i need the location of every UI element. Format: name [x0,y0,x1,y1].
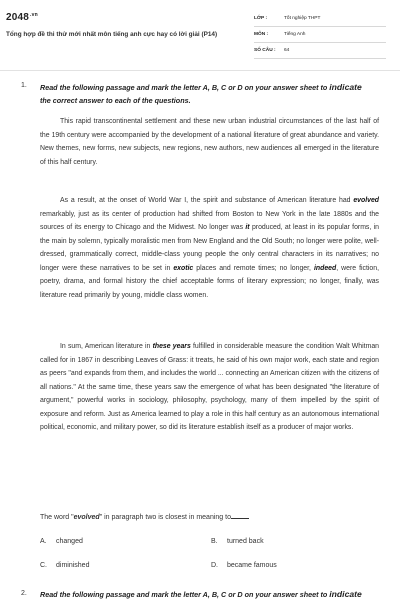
meta-subject-row [254,30,386,43]
question-2-instruction-text: Read the following passage and mark the letter A, B, C or D on your answer sheet to [40,590,330,599]
option-c[interactable] [40,562,89,569]
passage-paragraph-1 [40,115,379,169]
instruction-text: Read the following passage and mark the letter A, B, C or D on your answer sheet to [40,83,330,92]
meta-count-value: 64 [284,48,290,53]
keyword-these-years: these years [152,343,191,350]
paragraph-2-text-e: , were fiction, poetry, drama, and formal history the chief acceptable forms of literary expression; no longer, finally, was literature read primarily by young, middle class women. [40,264,380,299]
question-number: 1. [21,82,27,89]
logo-suffix: .vn [30,12,38,18]
stem-keyword: evolved [73,514,100,521]
question-2-instruction-emphasis: indicate [329,589,362,599]
option-a[interactable] [40,538,83,545]
keyword-it: it [245,224,250,231]
option-d-letter: D. [211,562,218,569]
paragraph-2-text-d: places and remote times; no longer, [193,264,314,272]
option-b[interactable] [211,538,264,545]
option-a-text: changed [56,538,83,545]
meta-class-key: LỚP : [254,16,268,21]
meta-subject-value: Tiếng Anh [284,32,306,37]
paragraph-2-text-c: produced, at least in its popular forms, in the main by solemn, typically moralistic men from New England and the Old South; no longer were polite, well-dressed, grammatically correct, middle-class young people the only central characters in its narratives; no longer were these narratives to be set in [40,224,379,272]
site-logo[interactable] [6,12,38,23]
option-c-text: diminished [56,562,90,569]
question-2-instruction [40,588,370,602]
paragraph-3-text-b: fulfilled in considerable measure the condition Walt Whitman called for in 1867 in describing Leaves of Grass: it treats, he said of his own major work, each state and region as peers "and expands from them, and includes the world ... connecting an American citizen with the citizens of all nations." At the same time, these years saw the emergence of what has been designated "the literature of argument," powerful works in sociology, philosophy, psychology, many of them impelled by the spirit of exposure and reform. Just as America learned to play a role in this half century as an autonomous international political, economic, and military power, so did its literature establish itself as a producer of major works. [40,343,379,431]
header-divider [0,70,400,71]
instruction-emphasis: indicate [329,82,362,92]
page-header [0,0,400,68]
option-d[interactable] [211,562,277,569]
paragraph-1-text: This rapid transcontinental settlement and these new urban industrial circumstances of the last half of the 19th century were accompanied by the development of a national literature of great abundance and variety. New themes, new forms, new subjects, new regions, new authors, new audiences all emerged in the literature of this half century. [40,118,379,166]
option-b-text: turned back [227,538,264,545]
meta-subject-key: MÔN : [254,32,269,37]
document-title: Tổng hợp đề thi thử mới nhất môn tiếng anh cực hay có lời giải (P14) [6,31,218,38]
paragraph-3-text-a: In sum, American literature in [60,343,153,350]
paragraph-2-text-a: As a result, at the onset of World War I, the spirit and substance of American literature had [60,197,354,204]
option-d-text: became famous [227,562,277,569]
keyword-exotic: exotic [173,264,194,272]
stem-text-a: The word " [40,514,74,521]
passage-paragraph-3 [40,340,379,435]
keyword-evolved: evolved [353,197,379,204]
meta-count-row [254,46,386,59]
stem-text-b: " in paragraph two is closest in meaning to [99,514,231,521]
option-c-letter: C. [40,562,47,569]
option-a-letter: A. [40,538,47,545]
answer-blank [231,518,249,519]
question-instruction [40,81,370,107]
paragraph-2-text-b: remarkably, just as its center of production had shifted from Boston to New York in the late 1880s and the sources of its energy to Chicago and the Midwest. No longer was [40,210,379,231]
question-2-number: 2. [21,590,27,597]
passage-paragraph-2 [40,194,379,302]
instruction-text-2: the correct answer to each of the questions. [40,95,191,105]
question-stem [40,514,249,521]
meta-count-key: SỐ CÂU : [254,48,276,53]
meta-class-value: Tốt nghiệp THPT [284,16,321,21]
option-b-letter: B. [211,538,218,545]
meta-class-row [254,14,386,27]
keyword-indeed: indeed [313,264,337,272]
logo-text: 2048 [6,12,30,23]
